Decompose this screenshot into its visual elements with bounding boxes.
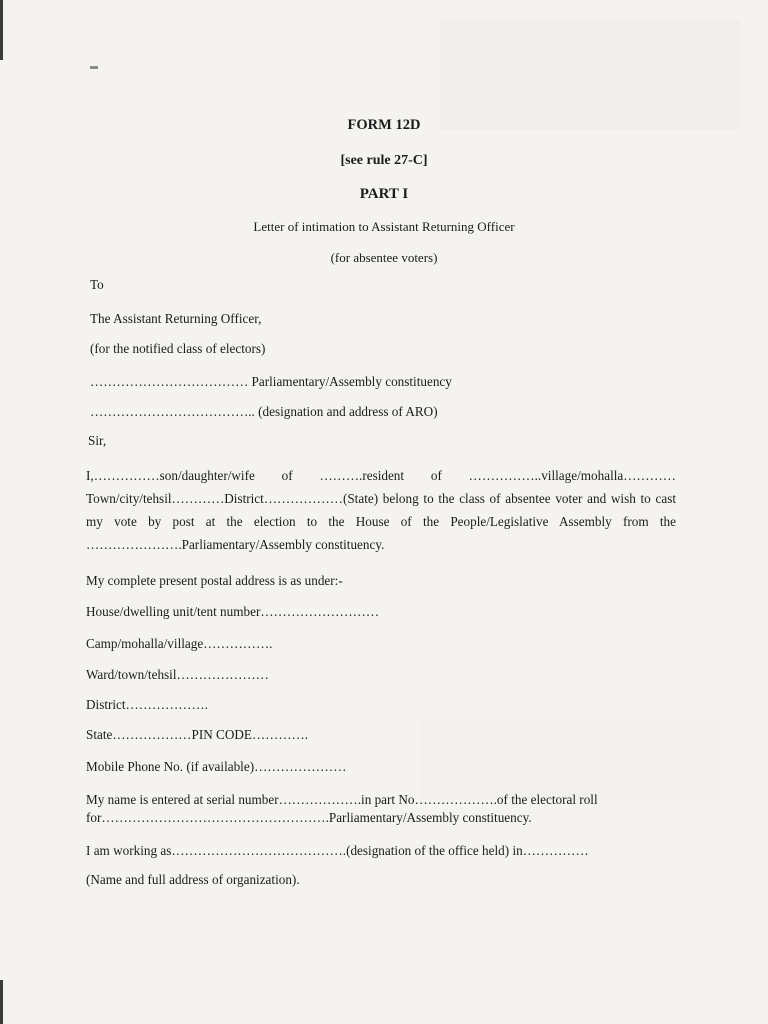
part-heading: PART I [359, 186, 409, 202]
to-label: To [90, 277, 104, 292]
roll-constituency-line: for…………………………………………….Parliamentary/Assembly constituency. [86, 810, 532, 825]
district-field: District………………. [86, 697, 208, 712]
ward-town-field: Ward/town/tehsil………………… [86, 667, 269, 682]
bleed-through-smudge [420, 720, 720, 800]
scan-edge-mark [0, 980, 3, 1024]
organization-line: (Name and full address of organization). [86, 872, 300, 887]
elector-class-line: (for the notified class of electors) [90, 341, 266, 356]
constituency-line: ……………………………… Parliamentary/Assembly constituency [90, 374, 452, 389]
state-pin-field: State………………PIN CODE…………. [86, 727, 308, 742]
form-audience: (for absentee voters) [330, 250, 438, 265]
form-number: FORM 12D [347, 117, 421, 133]
aro-address-line: ……………………………….. (designation and address of ARO) [90, 404, 438, 419]
serial-number-line: My name is entered at serial number……………….in part No……………….of the electoral roll [86, 792, 598, 807]
working-as-line: I am working as………………………………….(designation of the office held) in…………… [86, 843, 589, 858]
recipient-line: The Assistant Returning Officer, [90, 311, 262, 326]
postal-address-intro: My complete present postal address is as under:- [86, 573, 343, 588]
scan-edge-mark [0, 0, 3, 60]
rule-reference: [see rule 27-C] [340, 153, 428, 168]
declaration-paragraph: I,……………son/daughter/wife of ……….resident of ……………..village/mohalla………… Town/city/tehsil…………District………………(State) belong to the class of absentee voter and wish to cast my vote by post at the election to the House of the People/Legislative Assembly from the ………………….Parliamentary/Assembly constituency. [86, 468, 676, 552]
house-number-field: House/dwelling unit/tent number……………………… [86, 604, 380, 619]
mobile-field: Mobile Phone No. (if available)………………… [86, 759, 347, 774]
form-subject: Letter of intimation to Assistant Returning Officer [253, 219, 515, 234]
bleed-through-smudge [440, 20, 740, 130]
camp-mohalla-field: Camp/mohalla/village……………. [86, 636, 273, 651]
salutation: Sir, [88, 433, 107, 448]
scan-speck [90, 66, 98, 69]
